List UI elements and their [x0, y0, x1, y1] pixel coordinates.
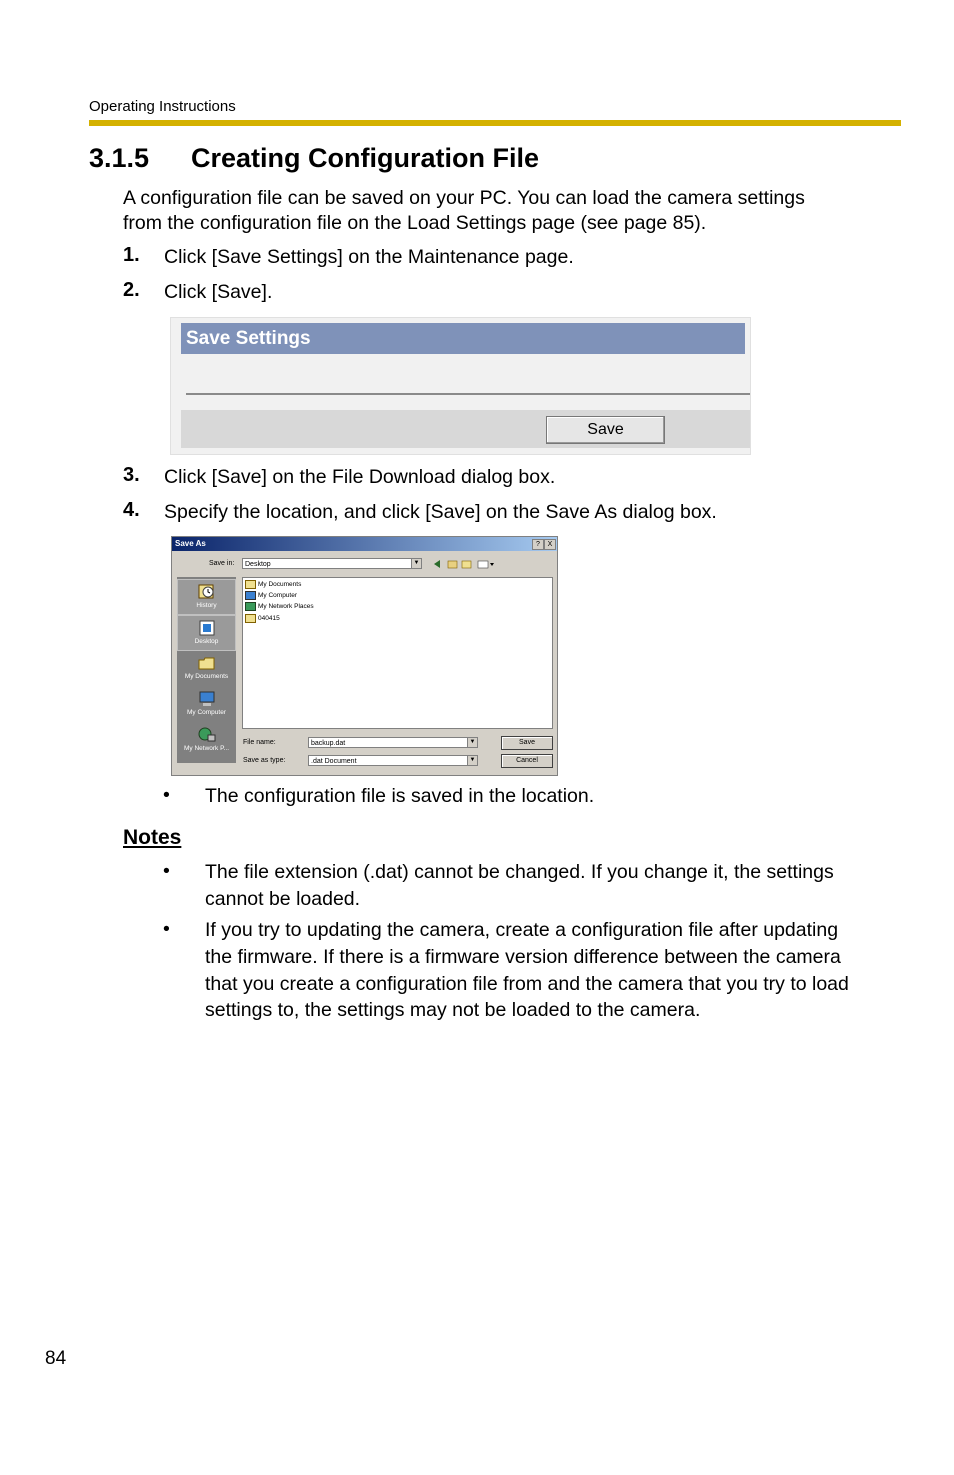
- note-text: cannot be loaded.: [205, 888, 361, 910]
- dialog-title: Save As: [175, 539, 206, 548]
- place-desktop[interactable]: Desktop: [177, 615, 236, 651]
- places-bar: [177, 577, 236, 763]
- header-rule: [89, 120, 901, 126]
- chevron-down-icon[interactable]: ▼: [467, 738, 477, 747]
- save-type-select[interactable]: .dat Document ▼: [308, 755, 478, 766]
- note-text: If you try to updating the camera, create a configuration file after updating: [205, 919, 839, 941]
- network-icon: [198, 726, 216, 744]
- save-in-combo[interactable]: [242, 558, 422, 569]
- folder-icon: [245, 580, 256, 589]
- note-text: the firmware. If there is a firmware version difference between the camera: [205, 946, 841, 968]
- history-icon: [198, 583, 216, 601]
- divider: [186, 393, 750, 395]
- save-settings-title: Save Settings: [186, 328, 311, 349]
- file-name-label: File name:: [243, 739, 276, 746]
- place-my-computer[interactable]: My Computer: [177, 687, 236, 723]
- step-text: Click [Save].: [164, 281, 273, 303]
- note-text: settings to, the settings may not be loaded to the camera.: [205, 999, 701, 1021]
- chevron-down-icon[interactable]: ▼: [411, 559, 421, 568]
- step-number: 1.: [123, 244, 140, 266]
- list-item[interactable]: My Network Places: [245, 602, 314, 612]
- section-number: 3.1.5: [89, 143, 150, 173]
- intro-line-2: from the configuration file on the Load Settings page (see page 85).: [123, 212, 707, 234]
- bullet: •: [163, 860, 170, 882]
- computer-icon: [245, 591, 256, 600]
- bullet: •: [163, 784, 170, 806]
- list-item[interactable]: 040415: [245, 614, 280, 624]
- section-heading: [89, 143, 539, 174]
- bullet-text: The configuration file is saved in the location.: [205, 785, 595, 807]
- place-my-network[interactable]: My Network P...: [177, 723, 236, 759]
- place-my-documents[interactable]: My Documents: [177, 651, 236, 687]
- save-button[interactable]: Save: [546, 416, 665, 444]
- page-number: 84: [45, 1348, 67, 1369]
- save-in-value: Desktop: [245, 561, 271, 568]
- chevron-down-icon[interactable]: ▼: [467, 756, 477, 765]
- note-text: that you create a configuration file from and the camera that you try to load: [205, 973, 849, 995]
- list-item[interactable]: My Documents: [245, 580, 301, 590]
- desktop-icon: [198, 619, 216, 637]
- save-type-label: Save as type:: [243, 757, 286, 764]
- views-icon: [478, 561, 494, 568]
- section-title: Creating Configuration File: [191, 143, 539, 173]
- dialog-save-button[interactable]: Save: [501, 736, 553, 750]
- back-icon: [434, 560, 440, 568]
- step-text: Click [Save Settings] on the Maintenance page.: [164, 246, 574, 268]
- folder-icon: [198, 654, 216, 672]
- list-item[interactable]: My Computer: [245, 591, 297, 601]
- computer-icon: [198, 690, 216, 708]
- dialog-cancel-button[interactable]: Cancel: [501, 754, 553, 768]
- new-folder-icon: [462, 561, 471, 568]
- bullet: •: [163, 918, 170, 940]
- dialog-toolbar[interactable]: [432, 559, 502, 569]
- file-list[interactable]: [242, 577, 553, 729]
- file-name-field[interactable]: backup.dat ▼: [308, 737, 478, 748]
- save-in-label: Save in:: [209, 560, 235, 567]
- running-header: Operating Instructions: [89, 98, 236, 115]
- close-button[interactable]: X: [544, 539, 556, 550]
- place-history[interactable]: History: [177, 579, 236, 615]
- step-number: 4.: [123, 499, 140, 521]
- intro-line-1: A configuration file can be saved on your PC. You can load the camera settings: [123, 187, 805, 209]
- dialog-title-bar: [172, 537, 557, 551]
- folder-icon: [245, 614, 256, 623]
- save-as-dialog: [171, 536, 558, 776]
- step-text: Click [Save] on the File Download dialog box.: [164, 466, 556, 488]
- network-icon: [245, 602, 256, 611]
- step-text: Specify the location, and click [Save] on the Save As dialog box.: [164, 501, 717, 523]
- notes-heading: Notes: [123, 826, 182, 849]
- save-settings-screenshot: [170, 317, 751, 455]
- help-button[interactable]: ?: [532, 539, 544, 550]
- step-number: 3.: [123, 464, 140, 486]
- step-number: 2.: [123, 279, 140, 301]
- note-text: The file extension (.dat) cannot be changed. If you change it, the settings: [205, 861, 834, 883]
- up-folder-icon: [448, 561, 457, 568]
